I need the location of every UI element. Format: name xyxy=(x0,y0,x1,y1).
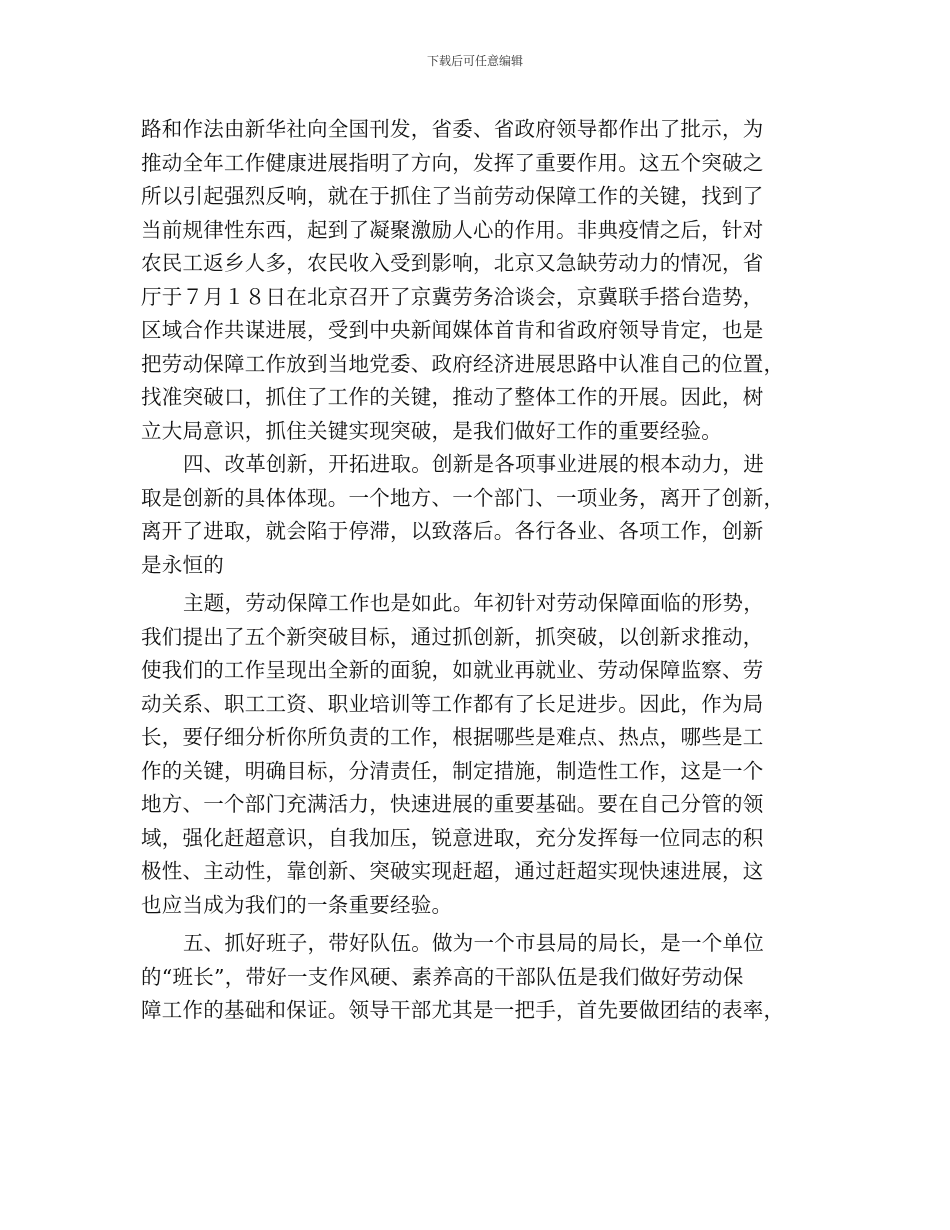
text-line: 厅于７月１８日在北京召开了京冀劳务洽谈会，京冀联手搭台造势， xyxy=(141,284,764,309)
text-line: 推动全年工作健康进展指明了方向，发挥了重要作用。这五个突破之 xyxy=(141,150,764,175)
text-line: 区域合作共谋进展，受到中央新闻媒体首肯和省政府领导肯定，也是 xyxy=(141,318,764,342)
text-line: 五、抓好班子，带好队伍。做为一个市县局的局长，是一个单位 xyxy=(183,931,764,955)
text-line: 极性、主动性，靠创新、突破实现赶超，通过赶超实现快速进展，这 xyxy=(141,859,764,883)
text-line: 域，强化赶超意识，自我加压，锐意进取，充分发挥每一位同志的积 xyxy=(141,825,764,850)
page-header: 下载后可任意编辑 xyxy=(426,54,523,68)
text-line: 也应当成为我们的一条重要经验。 xyxy=(141,892,453,917)
text-line: 当前规律性东西，起到了凝聚激励人心的作用。非典疫情之后，针对 xyxy=(141,217,764,242)
text-line: 离开了进取，就会陷于停滞，以致落后。各行各业、各项工作，创新 xyxy=(141,519,764,543)
text-line: 取是创新的具体体现。一个地方、一个部门、一项业务，离开了创新， xyxy=(141,485,785,510)
text-line: 的“班长”，带好一支作风硬、素养高的干部队伍是我们做好劳动保 xyxy=(141,964,744,989)
text-line: 是永恒的 xyxy=(141,552,224,577)
text-line: 我们提出了五个新突破目标，通过抓创新，抓突破，以创新求推动， xyxy=(141,624,764,649)
text-line: 主题，劳动保障工作也是如此。年初针对劳动保障面临的形势， xyxy=(183,591,764,615)
text-line: 障工作的基础和保证。领导干部尤其是一把手，首先要做团结的表率， xyxy=(141,998,785,1022)
text-line: 使我们的工作呈现出全新的面貌，如就业再就业、劳动保障监察、劳 xyxy=(141,658,764,682)
text-line: 路和作法由新华社向全国刊发，省委、省政府领导都作出了批示，为 xyxy=(141,117,764,141)
text-line: 立大局意识，抓住关键实现突破，是我们做好工作的重要经验。 xyxy=(141,418,722,443)
text-line: 作的关键，明确目标，分清责任，制定措施，制造性工作，这是一个 xyxy=(141,758,764,783)
text-line: 农民工返乡人多，农民收入受到影响，北京又急缺劳动力的情况，省 xyxy=(141,251,764,275)
text-line: 把劳动保障工作放到当地党委、政府经济进展思路中认准自己的位置， xyxy=(141,351,785,376)
text-line: 四、改革创新，开拓进取。创新是各项事业进展的根本动力，进 xyxy=(183,452,764,476)
text-line: 长，要仔细分析你所负责的工作，根据哪些是难点、热点，哪些是工 xyxy=(141,725,764,749)
text-line: 动关系、职工工资、职业培训等工作都有了长足进步。因此，作为局 xyxy=(141,691,764,716)
document-body xyxy=(141,113,821,1028)
text-line: 找准突破口，抓住了工作的关键，推动了整体工作的开展。因此，树 xyxy=(141,385,764,409)
text-line: 地方、一个部门充满活力，快速进展的重要基础。要在自己分管的领 xyxy=(141,792,764,816)
text-line: 所以引起强烈反响，就在于抓住了当前劳动保障工作的关键，找到了 xyxy=(141,184,764,208)
